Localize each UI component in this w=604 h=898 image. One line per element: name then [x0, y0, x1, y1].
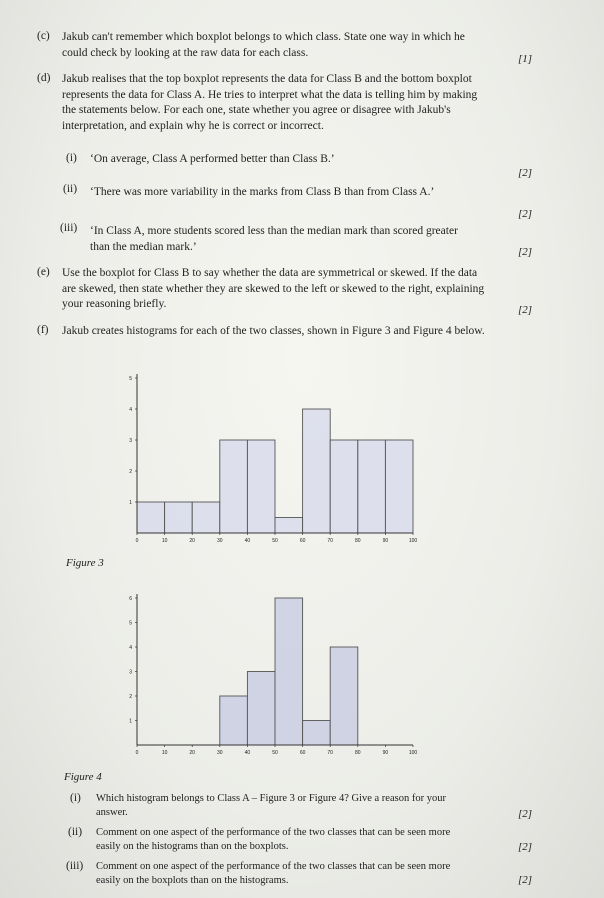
- figure-4-y-tick-label: 4: [129, 645, 132, 651]
- figure-3-bar-1: [165, 502, 193, 533]
- question-e-text: Use the boxplot for Class B to say whether the data are symmetrical or skewed. If the data are skewed, then state whether they are skewed to the left or skewed to the right, explaining your reasoning briefly.: [62, 267, 485, 310]
- figure-4-y-tick-label: 6: [129, 596, 132, 602]
- figure-3-x-tick-label: 30: [217, 538, 223, 544]
- question-f-i-text: Which histogram belongs to Class A – Figure 3 or Figure 4? Give a reason for your answer.: [96, 793, 446, 818]
- question-d-label: (d): [37, 72, 51, 84]
- figure-3-bar-7: [330, 440, 358, 533]
- figure-3-x-tick-label: 0: [135, 538, 139, 544]
- figure-4-bar-6: [303, 721, 331, 746]
- question-e-mark: [2]: [517, 304, 532, 316]
- figure-3-x-tick-label: 50: [272, 538, 278, 544]
- figure-3-bar-0: [137, 502, 165, 533]
- figure-4-x-tick-label: 10: [161, 750, 168, 756]
- figure-3-x-tick-label: 20: [189, 538, 195, 544]
- figure-3-x-tick-label: 90: [382, 538, 389, 544]
- question-f-i-label: (i): [70, 792, 81, 804]
- question-f-ii-text: Comment on one aspect of the performance of the two classes that can be seen more easily on the histograms than on the boxplots.: [96, 827, 451, 852]
- figure-4-x-tick-label: 20: [189, 750, 195, 756]
- figure-3-x-tick-label: 60: [299, 538, 306, 544]
- figure-3-x-tick-label: 80: [355, 538, 361, 544]
- figure-3-y-tick-label: 4: [129, 407, 132, 413]
- figure-3-bar-3: [220, 440, 248, 533]
- figure-4-x-tick-label: 80: [355, 750, 361, 756]
- figure-4-y-tick-label: 5: [129, 620, 132, 627]
- figure-3-x-tick-label: 100: [408, 538, 418, 544]
- figure-4-x-tick-label: 100: [408, 750, 418, 756]
- figure-4-x-tick-label: 90: [382, 750, 389, 756]
- question-f-text: Jakub creates histograms for each of the two classes, shown in Figure 3 and Figure 4 below.: [62, 325, 485, 337]
- question-d-i-mark: [2]: [517, 167, 532, 179]
- question-d-text: Jakub realises that the top boxplot represents the data for Class B and the bottom boxplot represents the data for Class A. He tries to interpret what the data is telling him by making the statements below. For each one, state whether you agree or disagree with Jakub's interpretation, and explain why he is correct or incorrect.: [62, 73, 478, 132]
- question-d-i-text: ‘On average, Class A performed better than Class B.’: [90, 153, 335, 165]
- figure-4-y-tick-label: 3: [129, 669, 132, 676]
- figure-4-y-tick-label: 1: [129, 718, 132, 725]
- question-c-mark: [1]: [517, 53, 532, 65]
- question-c-label: (c): [37, 30, 50, 42]
- question-f-ii-label: (ii): [68, 826, 83, 838]
- question-d-i-label: (i): [66, 152, 77, 164]
- question-e-label: (e): [37, 266, 50, 278]
- figure-3-y-tick-label: 5: [129, 376, 132, 382]
- figure-4-x-tick-label: 60: [299, 750, 306, 756]
- figure-3-bar-5: [275, 518, 303, 534]
- figure-4-x-tick-label: 0: [135, 750, 139, 756]
- question-f-label: (f): [37, 324, 49, 336]
- figure-3-y-tick-label: 2: [129, 469, 132, 475]
- question-f-ii-mark: [2]: [517, 841, 532, 853]
- figure-3-bar-6: [303, 409, 331, 533]
- question-d-ii-text: ‘There was more variability in the marks from Class B than from Class A.’: [90, 186, 435, 198]
- figure-4-x-tick-label: 30: [217, 750, 223, 756]
- question-f-iii-label: (iii): [66, 860, 84, 872]
- question-d-ii-label: (ii): [63, 183, 78, 195]
- figure-3-x-tick-label: 70: [327, 538, 333, 544]
- figure-3-bar-2: [192, 502, 220, 533]
- figure-4-bar-5: [275, 598, 303, 745]
- question-d-iii-mark: [2]: [517, 246, 532, 258]
- figure-3-bar-8: [358, 440, 386, 533]
- question-f-iii-text: Comment on one aspect of the performance of the two classes that can be seen more easily on the boxplots than on the histograms.: [96, 861, 451, 886]
- figure-3-x-tick-label: 40: [244, 538, 251, 544]
- figure-4-x-tick-label: 50: [272, 750, 278, 756]
- figure-3-x-tick-label: 10: [161, 538, 168, 544]
- figure-3-label: Figure 3: [66, 557, 104, 569]
- question-d-ii-mark: [2]: [517, 208, 532, 220]
- figure-3-bar-4: [247, 440, 275, 533]
- figure-4-label: Figure 4: [64, 771, 102, 783]
- figure-3-y-tick-label: 3: [129, 438, 132, 444]
- question-c-text: Jakub can't remember which boxplot belongs to which class. State one way in which he could check by looking at the raw data for each class.: [62, 31, 465, 59]
- figure-3-bar-9: [385, 440, 413, 533]
- figure-4-bar-3: [220, 696, 248, 745]
- figure-4-x-tick-label: 70: [327, 750, 333, 756]
- figure-4-bar-4: [247, 672, 275, 746]
- figure-4-x-tick-label: 40: [244, 750, 251, 756]
- figure-4-bar-7: [330, 647, 358, 745]
- figure-4-histogram: [115, 590, 418, 765]
- figure-3-histogram: [115, 365, 418, 550]
- figure-3-y-tick-label: 1: [129, 500, 132, 506]
- question-f-i-mark: [2]: [517, 808, 532, 820]
- question-d-iii-text: ‘In Class A, more students scored less than the median mark than scored greater than the median mark.’: [90, 225, 458, 253]
- question-f-iii-mark: [2]: [517, 874, 532, 886]
- figure-4-y-tick-label: 2: [129, 694, 132, 700]
- question-d-iii-label: (iii): [60, 222, 78, 234]
